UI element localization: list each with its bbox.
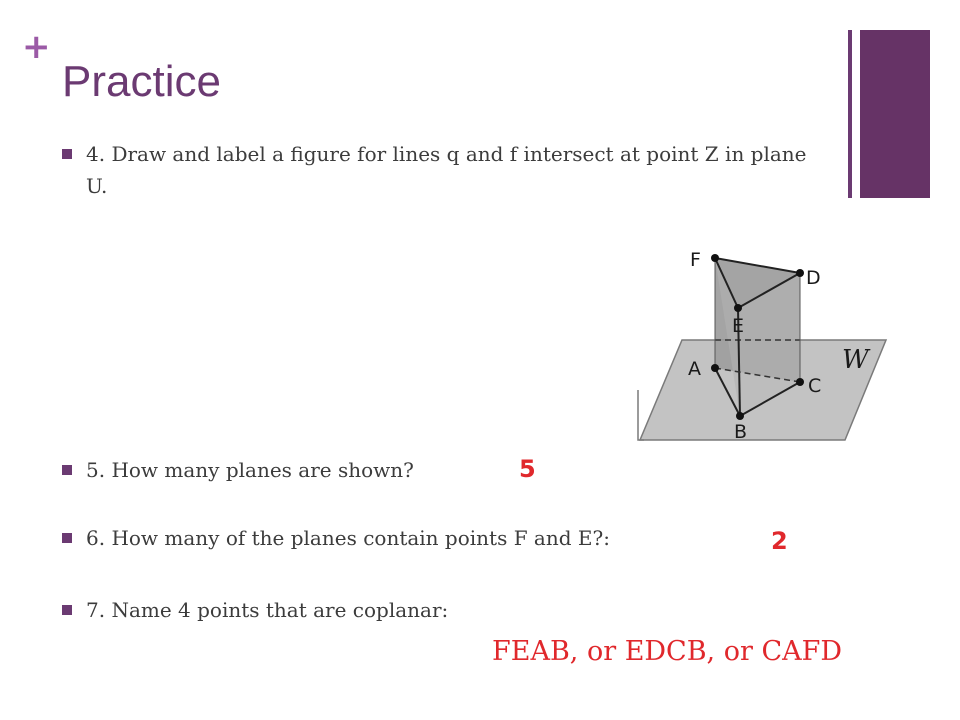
plus-icon: + xyxy=(22,27,51,67)
answer-5: 5 xyxy=(519,455,536,483)
question-5-text: 5. How many planes are shown? xyxy=(86,458,414,482)
bullet-square-icon xyxy=(62,465,72,475)
accent-bar-thick xyxy=(860,30,930,198)
point-c-dot xyxy=(796,378,804,386)
geometry-figure xyxy=(630,240,890,446)
accent-bar-thin xyxy=(848,30,852,198)
point-b-label: B xyxy=(734,421,748,443)
point-f-dot xyxy=(711,254,719,262)
point-d-label: D xyxy=(806,267,821,289)
point-d-dot xyxy=(796,269,804,277)
question-7-text: 7. Name 4 points that are coplanar: xyxy=(86,598,449,622)
bullet-square-icon xyxy=(62,533,72,543)
question-4-text: 4. Draw and label a figure for lines q and f intersect at point Z in plane U. xyxy=(86,142,807,198)
answer-7: FEAB, or EDCB, or CAFD xyxy=(492,636,842,667)
question-7 xyxy=(62,594,822,626)
question-6 xyxy=(62,522,822,554)
bullet-square-icon xyxy=(62,605,72,615)
answer-6: 2 xyxy=(771,527,788,555)
point-b-dot xyxy=(736,412,744,420)
point-a-label: A xyxy=(688,358,701,380)
plane-w-label: W xyxy=(842,345,869,375)
slide-title: Practice xyxy=(62,57,221,106)
bullet-square-icon xyxy=(62,149,72,159)
question-4 xyxy=(62,138,822,202)
point-e-dot xyxy=(734,304,742,312)
question-6-text: 6. How many of the planes contain points F and E?: xyxy=(86,526,610,550)
point-a-dot xyxy=(711,364,719,372)
question-5 xyxy=(62,454,822,486)
point-c-label: C xyxy=(808,375,822,397)
point-e-label: E xyxy=(732,315,745,337)
geometry-diagram xyxy=(630,240,890,446)
point-f-label: F xyxy=(690,249,701,271)
